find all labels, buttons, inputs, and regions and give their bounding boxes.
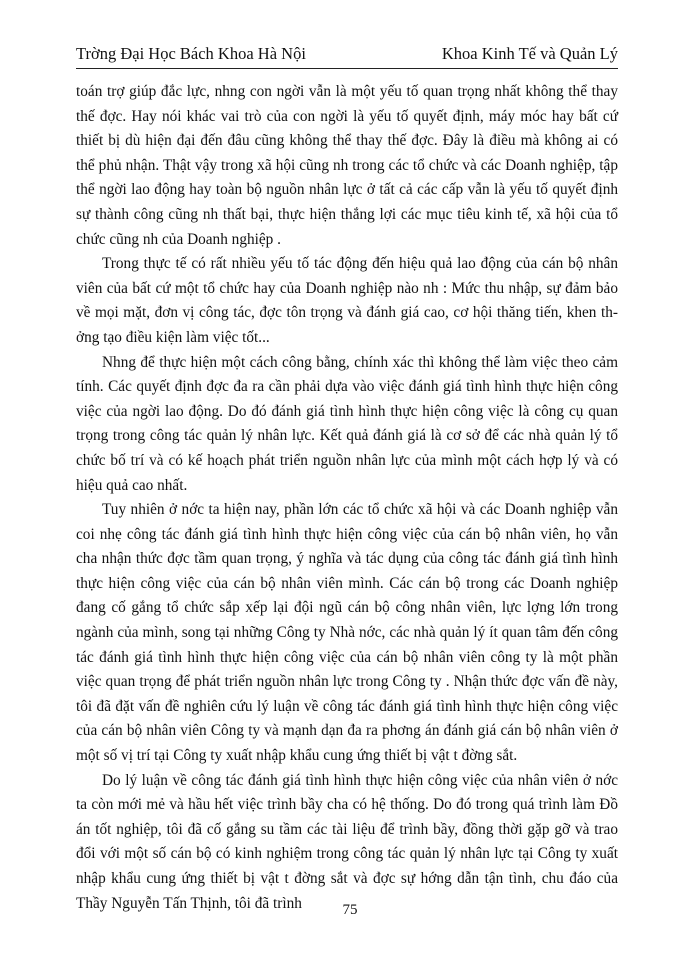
header-university: Trờng Đại Học Bách Khoa Hà Nội (76, 44, 306, 63)
paragraph-1: toán trợ giúp đắc lực, nhng con ngời vẫn là một yếu tố quan trọng nhất không thể thay thế đợc. Hay nói khác vai trò của con ngời là yếu tố quyết định, máy móc hay bất cứ thiết bị dù hiện đại đến đâu cũng không thể thay thế đợc. Đây là điều mà không ai có thể phủ nhận. Thật vậy trong xã hội cũng nh trong các tổ chức và các Doanh nghiệp, tập thể ngời lao động hay toàn bộ nguồn nhân lực ở tất cả các cấp vẫn là yếu tố quyết định sự thành công cũng nh thất bại, thực hiện thắng lợi các mục tiêu kinh tế, xã hội của tổ chức cũng nh của Doanh nghiệp . (76, 83, 618, 248)
paragraph-5: Do lý luận về công tác đánh giá tình hình thực hiện công việc của nhân viên ở nớc ta còn mới mẻ và hầu hết việc trình bầy cha có hệ thống. Do đó trong quá trình làm Đồ án tốt nghiệp, tôi đã cố gắng su tầm các tài liệu để trình bầy, đồng thời gặp gỡ và trao đổi với một số cán bộ có kinh nghiệm trong công tác quản lý nhân lực tại Công ty xuất nhập khẩu cung ứng thiết bị vật t đờng sắt và đợc sự hớng dẫn tận tình, chu đáo của Thầy Nguyễn Tấn Thịnh, tôi đã trình (76, 771, 618, 912)
paragraph-4: Tuy nhiên ở nớc ta hiện nay, phần lớn các tổ chức xã hội và các Doanh nghiệp vẫn coi nhẹ công tác đánh giá tình hình thực hiện công việc của cán bộ nhân viên, họ vẫn cha nhận thức đợc tầm quan trọng, ý nghĩa và tác dụng của công tác đánh giá tình hình thực hiện công việc của cán bộ nhân viên mình. Các cán bộ trong các Doanh nghiệp đang cố gắng tổ chức sắp xếp lại đội ngũ cán bộ công nhân viên, lực lợng lớn trong ngành của mình, song tại những Công ty Nhà nớc, các nhà quản lý ít quan tâm đến công tác đánh giá tình hình thực hiện công việc của cán bộ nhân viên công ty là một phần việc quan trọng để phát triển nguồn nhân lực trong Công ty . Nhận thức đợc vấn đề này, tôi đã đặt vấn đề nghiên cứu lý luận về công tác đánh giá tình hình thực hiện công việc của cán bộ nhân viên Công ty và mạnh dạn đa ra phơng án đánh giá cán bộ nhân viên ở một số vị trí tại Công ty xuất nhập khẩu cung ứng thiết bị vật t đờng sắt. (76, 501, 618, 765)
page-header (76, 38, 618, 69)
body-text (76, 80, 618, 916)
paragraph-3: Nhng để thực hiện một cách công bằng, chính xác thì không thể làm việc theo cảm tính. Các quyết định đợc đa ra cần phải dựa vào việc đánh giá tình hình thực hiện công việc của ngời lao động. Do đó đánh giá tình hình thực hiện công việc là công cụ quan trọng trong công tác quản lý nhân lực. Kết quả đánh giá là cơ sở để các nhà quản lý tổ chức bố trí và có kế hoạch phát triển nguồn nhân lực của mình một cách hợp lý và có hiệu quả cao nhất. (76, 353, 618, 494)
paragraph-2: Trong thực tế có rất nhiều yếu tố tác động đến hiệu quả lao động của cán bộ nhân viên của bất cứ một tổ chức hay của Doanh nghiệp nào nh : Mức thu nhập, sự đảm bảo về mọi mặt, đơn vị công tác, đợc tôn trọng và đánh giá cao, cơ hội thăng tiến, khen thởng tạo điều kiện làm việc tốt... (76, 255, 618, 346)
page-number: 75 (342, 902, 358, 918)
header-faculty: Khoa Kinh Tế và Quản Lý (441, 44, 618, 63)
